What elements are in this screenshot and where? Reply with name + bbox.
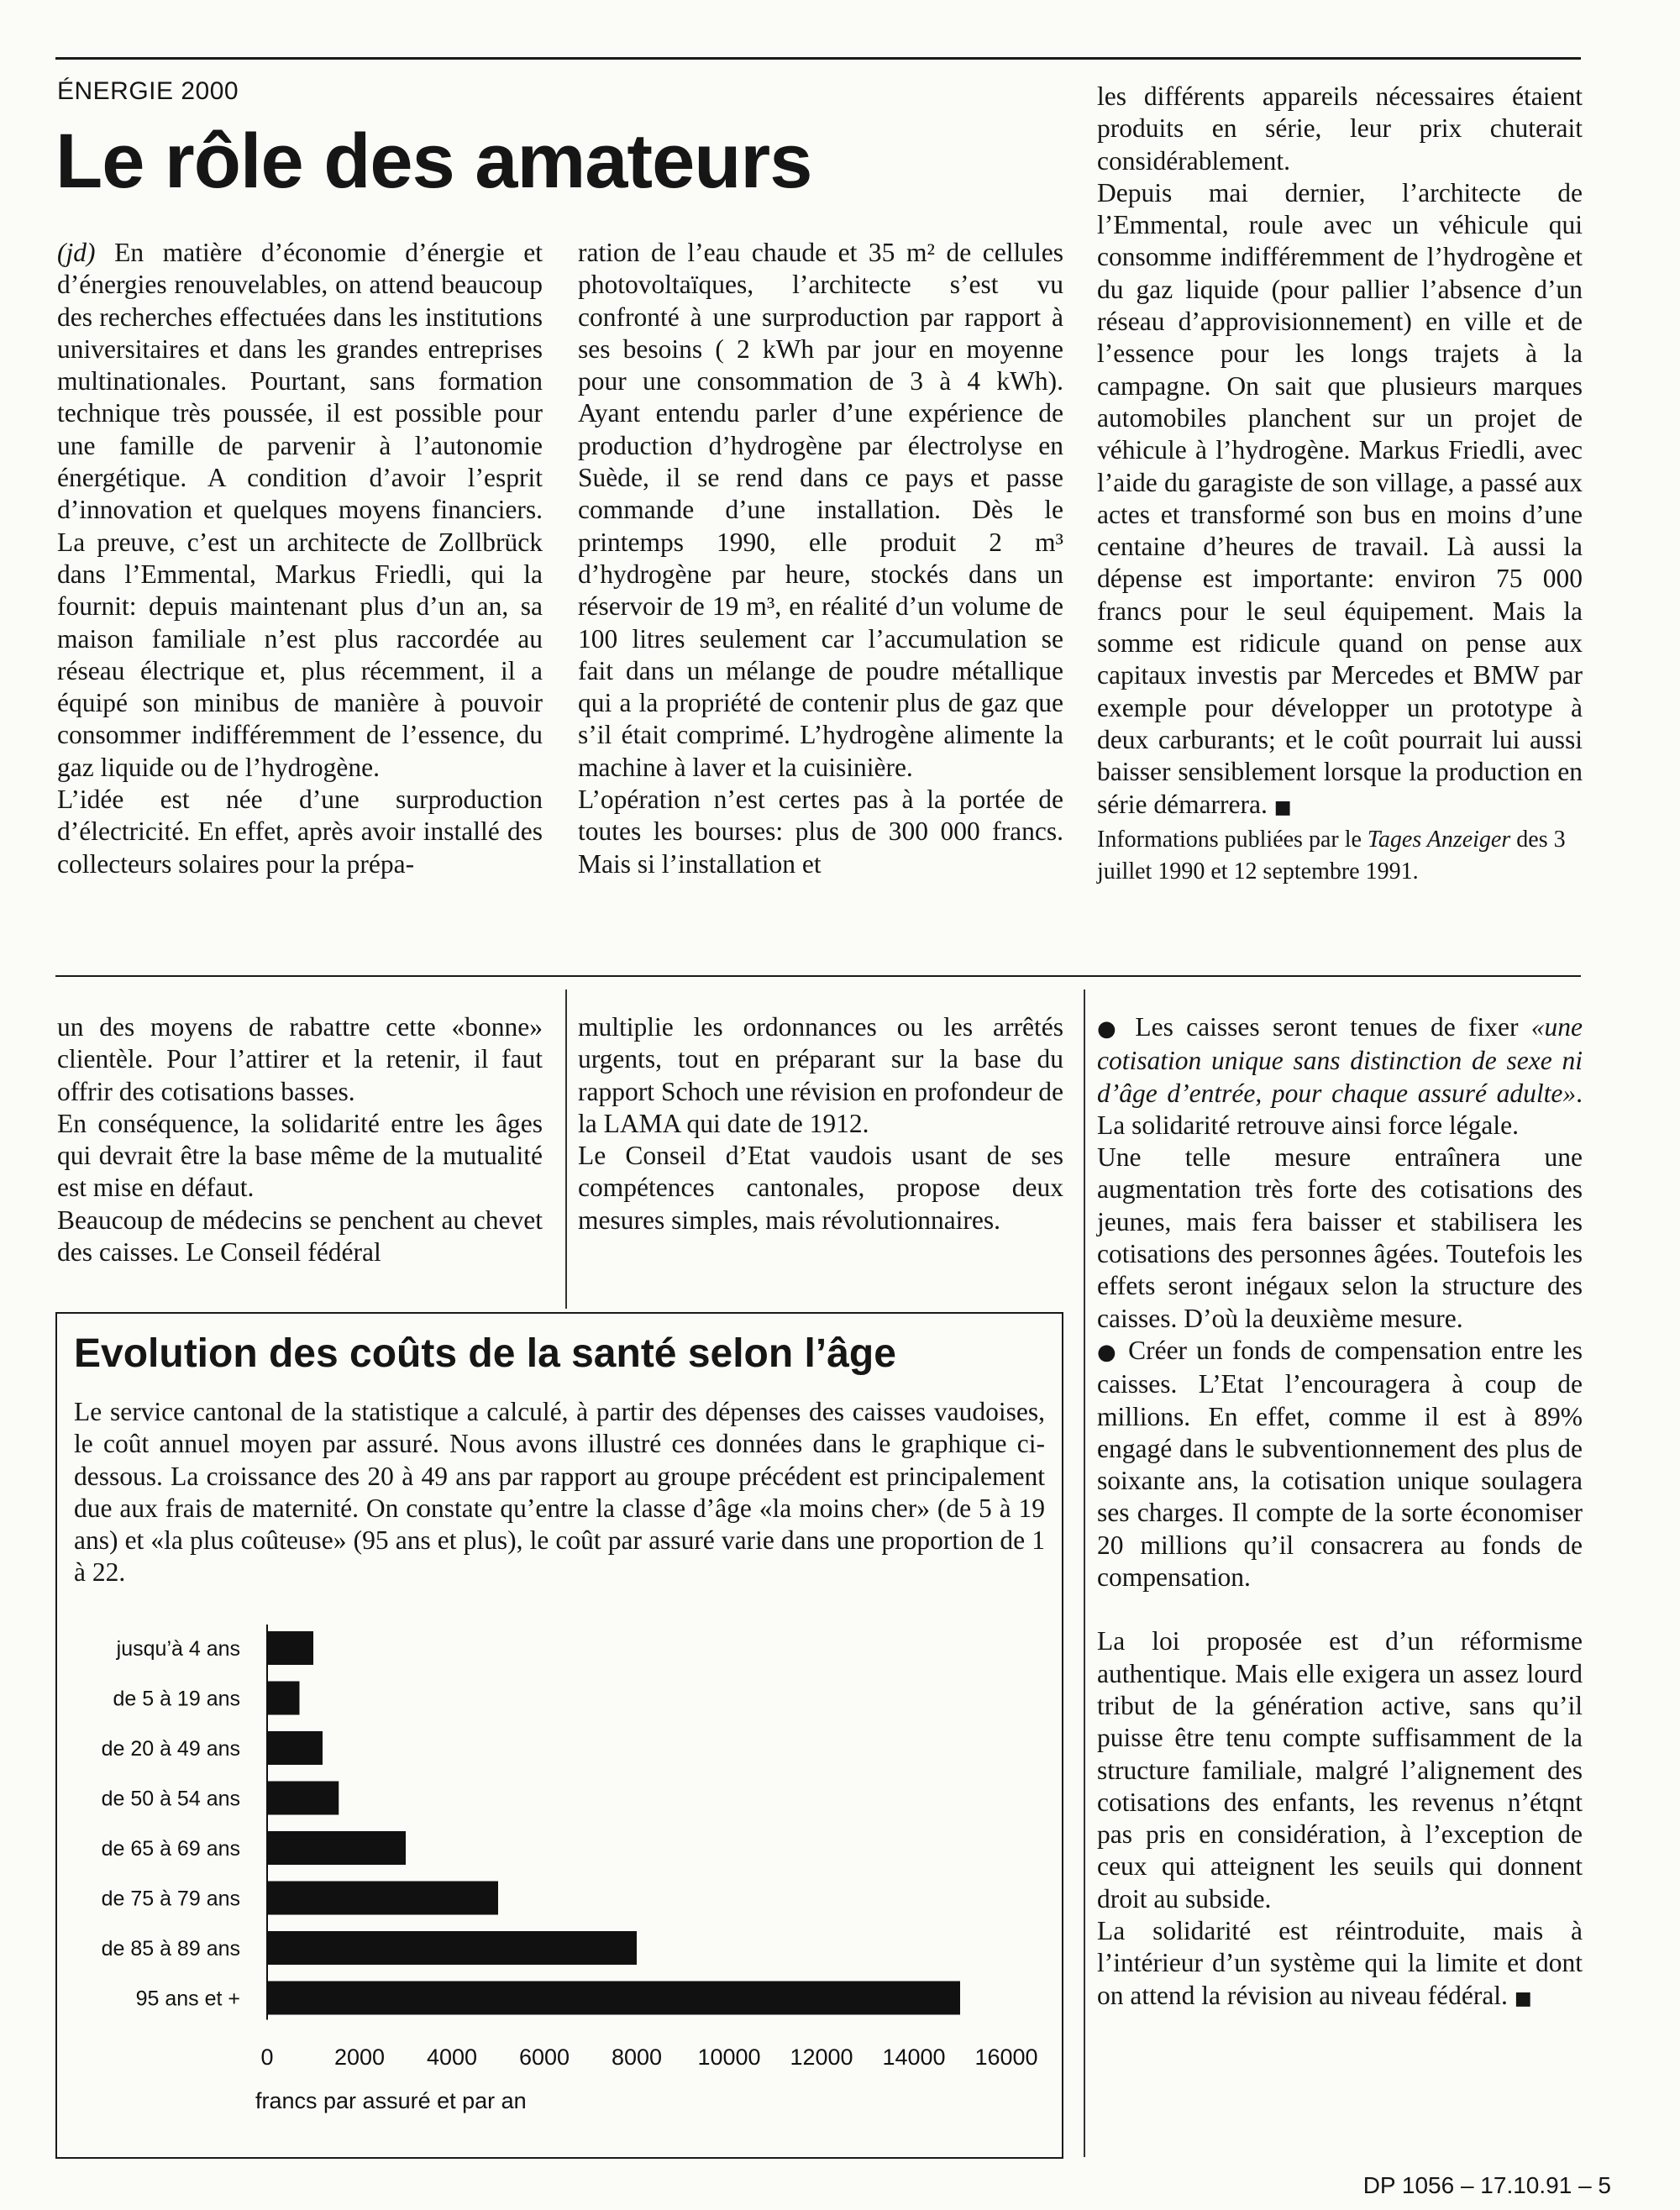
top-rule [55, 57, 1581, 60]
paragraph: L’opération n’est certes pas à la portée de toutes les bourses: plus de 300 000 francs. Mais si l’installation et [578, 785, 1063, 879]
paragraph: L’idée est née d’une surproduction d’électricité. En effet, après avoir installé des collecteurs solaires pour la prépa- [57, 785, 543, 879]
bullet-icon: ● [1097, 1016, 1123, 1042]
bar [267, 1782, 339, 1815]
section-rule [55, 975, 1581, 977]
end-mark-icon: ■ [1273, 796, 1292, 818]
paragraph: Une telle mesure entraînera une augmentation très forte des cotisations des jeunes, mais fera baisser et stabilisera les cotisations des personnes âgées. Toutefois les effets seront inégaux selon la structure des caisses. D’où la deuxième mesure. [1097, 1142, 1583, 1333]
paragraph: En conséquence, la solidarité entre les âges qui devrait être la base même de la mutualité est mise en défaut. [57, 1108, 543, 1203]
category-label: de 50 à 54 ans [101, 1787, 240, 1811]
bar [267, 1882, 498, 1915]
source-prefix: Informations publiées par le [1097, 826, 1368, 853]
category-label: de 85 à 89 ans [101, 1937, 240, 1961]
box-intro: Le service cantonal de la statistique a calculé, à partir des dépenses des caisses vaudoises, le coût annuel moyen par assuré. Nous avons illustré ces données dans le graphique ci-dessous. La croissance des 20 à 49 ans par rapport au groupe précédent est principalement due aux frais de maternité. On constate qu’entre la classe d’âge «la moins cher» (de 5 à 19 ans) et «la plus coûteuse» (95 ans et plus), le coût par assuré varie dans une proportion de 1 à 22. [74, 1397, 1045, 1588]
paragraph-text: En matière d’économie d’énergie et d’énergies renouvelables, on attend beaucoup des recherches effectuées dans les institutions universitaires et dans les grandes entreprises multinationales. Pourtant, sans formation technique très poussée, il est possible pour une famille de parvenir à l’autonomie énergétique. A condition d’avoir l’esprit d’innovation et quelques moyens financiers. La preuve, c’est un architecte de Zollbrück dans l’Emmental, Markus Friedli, qui la fournit: depuis maintenant plus d’un an, sa maison familiale n’est plus raccordée au réseau électrique et, plus récemment, il a équipé son minibus de manière à pouvoir consommer indifféremment de l’essence, du gaz liquide ou de l’hydrogène. [57, 238, 543, 782]
x-tick-label: 0 [260, 2045, 274, 2070]
paragraph: Beaucoup de médecins se penchent au chevet des caisses. Le Conseil fédéral [57, 1205, 543, 1268]
paragraph [1097, 177, 1583, 824]
paragraph-text: Créer un fonds de compensation entre les caisses. L’Etat l’encouragera à coup de millions. En effet, comme il est à 89% engagé dans le subventionnement des plus de soixante ans, la cotisation unique soulagera ses charges. Il compte de la sorte économiser 20 millions qu’il consacrera au fonds de compensation. [1097, 1335, 1583, 1593]
x-tick-label: 8000 [611, 2045, 663, 2070]
article1-column-1 [57, 237, 543, 880]
paragraph-text: . La solidarité retrouve ainsi force légale. [1097, 1078, 1583, 1140]
article1-column-2 [578, 237, 1063, 880]
bar [267, 1731, 323, 1765]
paragraph: multiplie les ordonnances ou les arrêtés urgents, tout en préparant sur la base du rapport Schoch une révision en profondeur de la LAMA qui date de 1912. [578, 1012, 1063, 1138]
paragraph: les différents appareils nécessaires étaient produits en série, leur prix chuterait considérablement. [1097, 81, 1583, 176]
source-note [1097, 824, 1583, 889]
x-tick-label: 16000 [974, 2045, 1038, 2070]
article2-column-1 [57, 1011, 543, 1268]
bar [267, 1831, 406, 1865]
article2-column-3 [1097, 1011, 1583, 2015]
category-label: de 75 à 79 ans [101, 1887, 240, 1911]
column-divider [1084, 990, 1085, 2157]
article1-column-3 [1097, 81, 1583, 888]
category-label: jusqu’à 4 ans [116, 1637, 240, 1661]
bullet-icon: ● [1097, 1339, 1119, 1365]
source-suffix: des 3 juillet 1990 et 12 septembre 1991. [1097, 826, 1566, 885]
x-tick-label: 10000 [697, 2045, 761, 2070]
x-tick-label: 2000 [333, 2045, 386, 2070]
box-title: Evolution des coûts de la santé selon l’âge [74, 1331, 896, 1376]
author-initials: (jd) [57, 238, 96, 267]
x-tick-label: 14000 [882, 2045, 946, 2070]
paragraph: Le Conseil d’Etat vaudois usant de ses compétences cantonales, propose deux mesures simples, mais révolutionnaires. [578, 1141, 1063, 1235]
paragraph: ration de l’eau chaude et 35 m² de cellules photovoltaïques, l’architecte s’est vu confronté à une surproduction par rapport à ses besoins ( 2 kWh par jour en moyenne pour une consommation de 3 à 4 kWh). Ayant entendu parler d’une expérience de production d’hydrogène par électrolyse en Suède, il se rend dans ce pays et passe commande d’une installation. Dès le printemps 1990, elle produit 2 m³ d’hydrogène par heure, stockés dans un réservoir de 19 m³, en réalité d’un volume de 100 litres seulement car l’accumulation se fait dans un mélange de poudre métallique qui a la propriété de contenir plus de gaz que s’il était comprimé. L’hydrogène alimente la machine à laver et la cuisinière. [578, 238, 1063, 782]
bar [267, 1931, 637, 1965]
paragraph-text: Depuis mai dernier, l’architecte de l’Emmental, roule avec un véhicule qui consomme indifféremment de l’hydrogène et du gaz liquide (pour pallier l’absence d’un réseau d’approvisionnement) en ville et de l’essence pour les longs trajets à la campagne. On sait que plusieurs marques automobiles planchent sur un projet de véhicule à l’hydrogène. Markus Friedli, avec l’aide du garagiste de son village, a passé aux actes et transformé son bus en moins d’une centaine d’heures de travail. Là aussi la dépense est importante: environ 75 000 francs pour le seul équipement. Mais la somme est ridicule quand on pense aux capitaux investis par Mercedes et BMW par exemple pour développer un prototype à deux carburants; et le coût pourrait lui aussi baisser sensiblement lorsque la production en série démarrera. [1097, 177, 1583, 819]
category-label: 95 ans et + [135, 1987, 240, 2011]
bar [267, 1682, 300, 1715]
cost-by-age-chart [57, 1616, 1062, 2154]
bar [267, 1631, 313, 1665]
paragraph-text: La solidarité est réintroduite, mais à l’intérieur d’un système qui la limite et dont on attend la révision au niveau fédéral. [1097, 1916, 1583, 2010]
paragraph: un des moyens de rabattre cette «bonne» clientèle. Pour l’attirer et la retenir, il faut offrir des cotisations basses. [57, 1012, 543, 1106]
article2-column-2 [578, 1011, 1063, 1236]
bullet-paragraph [1097, 1011, 1583, 1142]
bullet-paragraph [1097, 1335, 1583, 1593]
category-label: de 65 à 69 ans [101, 1837, 240, 1861]
quoted-text: «une cotisation unique sans distinction de sexe ni d’âge d’entrée, pour chaque assuré adulte» [1097, 1012, 1583, 1108]
paragraph [1097, 1915, 1583, 2015]
end-mark-icon: ■ [1514, 1987, 1532, 2009]
column-divider [565, 990, 567, 1309]
paragraph [57, 237, 543, 784]
category-label: de 5 à 19 ans [113, 1687, 240, 1711]
x-tick-label: 6000 [518, 2045, 570, 2070]
page-footer: DP 1056 – 17.10.91 – 5 [1362, 2172, 1611, 2198]
x-axis-label: francs par assuré et par an [255, 2088, 527, 2113]
x-tick-label: 4000 [426, 2045, 478, 2070]
article-title: Le rôle des amateurs [55, 118, 812, 204]
paragraph-text: Les caisses seront tenues de fixer [1122, 1012, 1531, 1042]
x-tick-label: 12000 [790, 2045, 853, 2070]
chart-box [55, 1312, 1063, 2159]
section-kicker: ÉNERGIE 2000 [57, 77, 239, 105]
source-name: Tages Anzeiger [1367, 826, 1511, 853]
bar [267, 1982, 960, 2015]
category-label: de 20 à 49 ans [101, 1737, 240, 1761]
paragraph: La loi proposée est d’un réformisme authentique. Mais elle exigera un assez lourd tribut de la génération active, sans qu’il puisse être tenu compte suffisamment de la structure familiale, malgré l’alignement des cotisations des enfants, les revenus n’étqnt pas pris en considération, à l’exception de ceux qui atteignent les seuils qui donnent droit au subside. [1097, 1626, 1583, 1913]
